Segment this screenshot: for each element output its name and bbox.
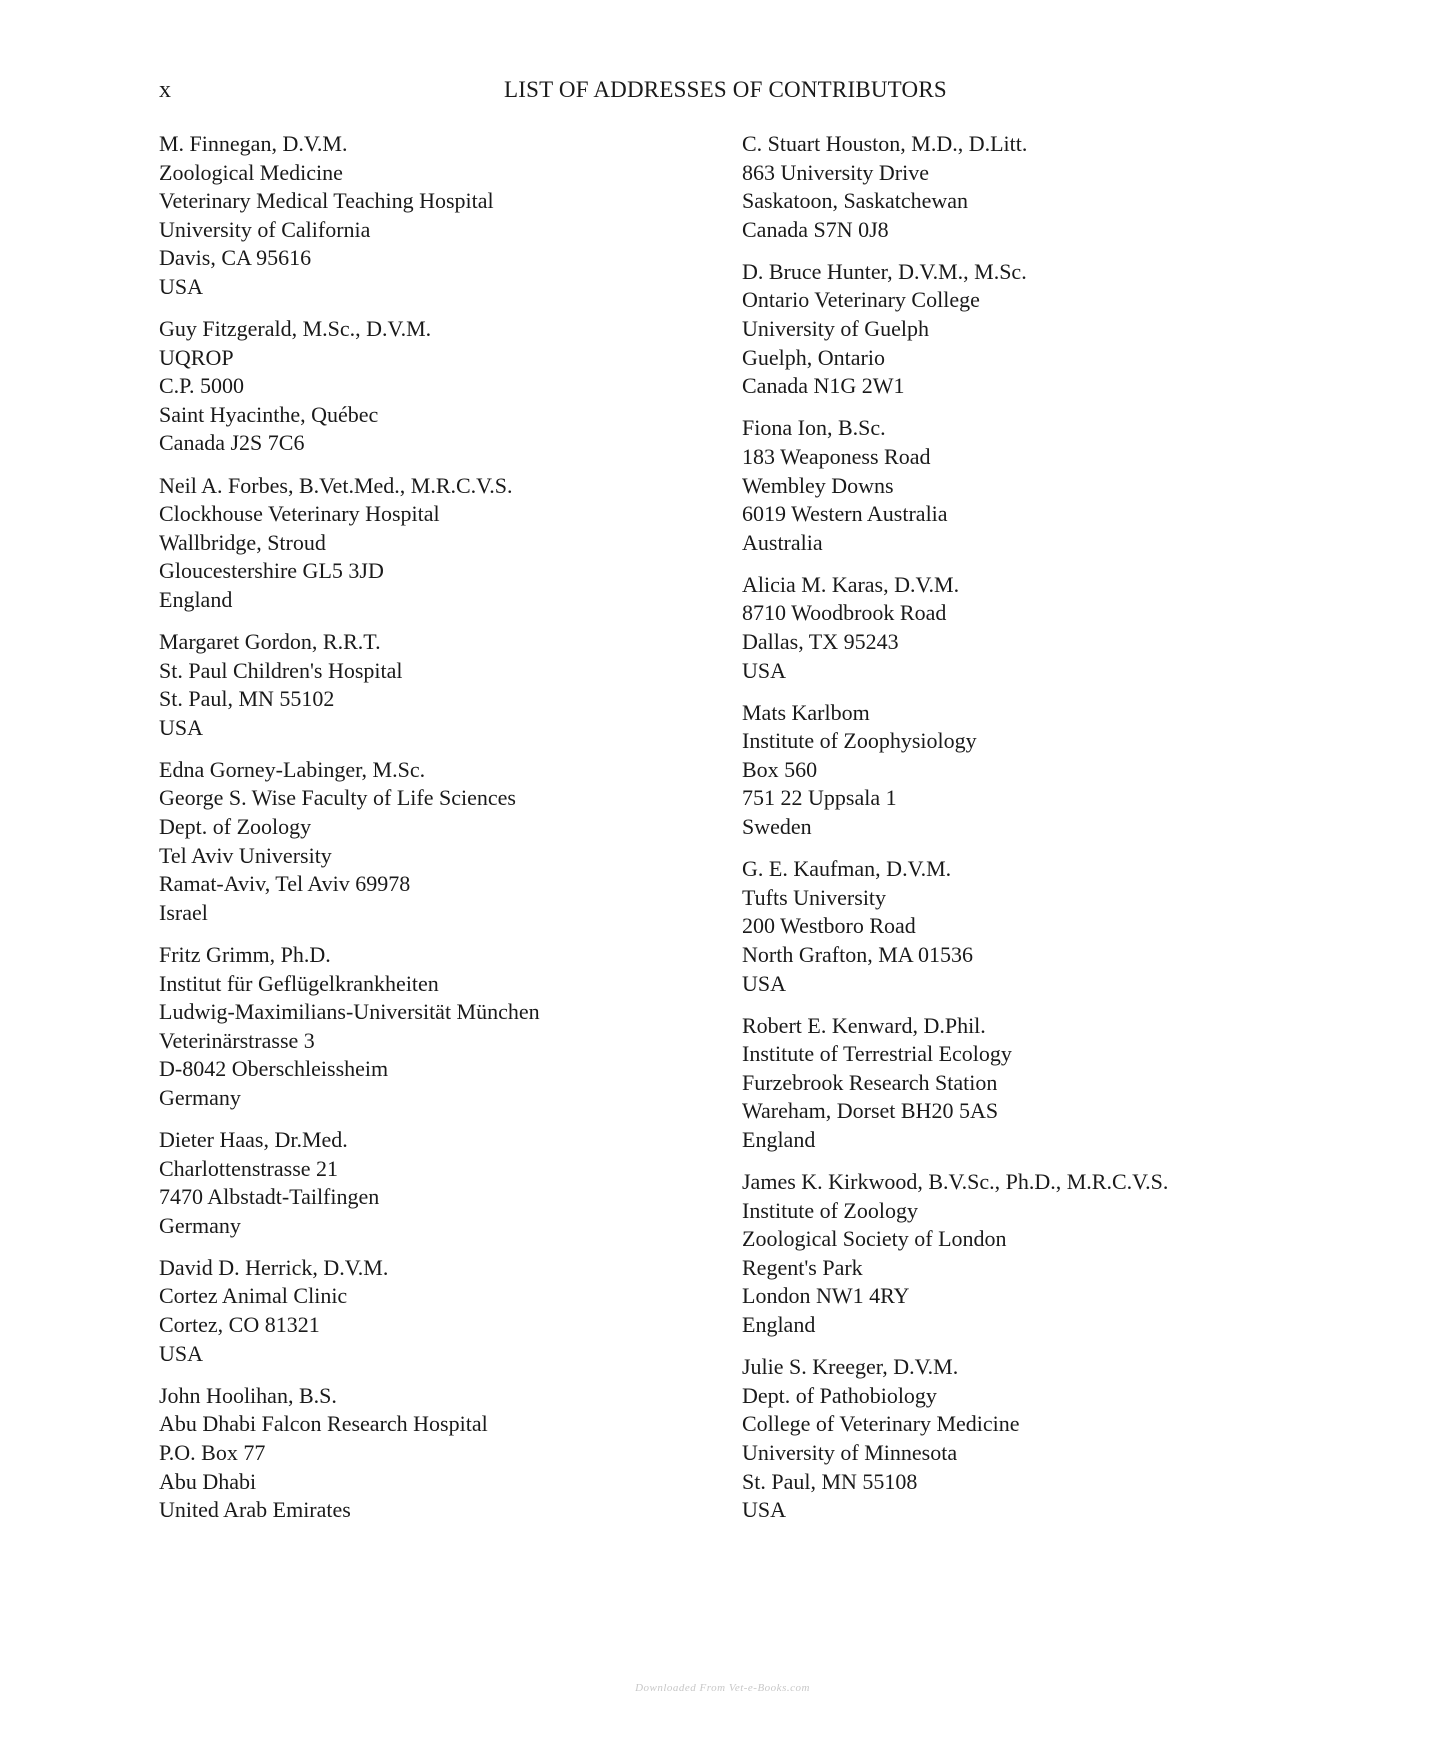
contributor-name: James K. Kirkwood, B.V.Sc., Ph.D., M.R.C.V.S. bbox=[742, 1169, 1169, 1195]
contributor-name: Julie S. Kreeger, D.V.M. bbox=[742, 1354, 959, 1380]
address-line: Abu Dhabi Falcon Research Hospital bbox=[159, 1411, 488, 1437]
address-line: 200 Westboro Road bbox=[742, 913, 916, 939]
address-line: Charlottenstrasse 21 bbox=[159, 1155, 339, 1181]
address-line: USA bbox=[742, 1497, 787, 1523]
address-line: Guelph, Ontario bbox=[742, 344, 885, 370]
address-line: USA bbox=[742, 970, 787, 996]
address-line: Saskatoon, Saskatchewan bbox=[742, 188, 969, 214]
address-line: P.O. Box 77 bbox=[159, 1439, 266, 1465]
contributor-name: M. Finnegan, D.V.M. bbox=[159, 131, 348, 156]
address-line: Clockhouse Veterinary Hospital bbox=[159, 501, 440, 527]
contributor-entry bbox=[159, 941, 779, 1113]
contributor-entry bbox=[159, 315, 779, 458]
address-line: 6019 Western Australia bbox=[742, 501, 948, 527]
contributor-entry bbox=[742, 699, 1362, 842]
address-line: Wareham, Dorset BH20 5AS bbox=[742, 1098, 999, 1124]
address-line: USA bbox=[159, 273, 204, 299]
address-line: Box 560 bbox=[742, 756, 818, 782]
contributor-name: Dieter Haas, Dr.Med. bbox=[159, 1127, 348, 1152]
address-line: Institut für Geflügelkrankheiten bbox=[159, 970, 439, 996]
address-line: Saint Hyacinthe, Québec bbox=[159, 401, 379, 427]
contributor-name: G. E. Kaufman, D.V.M. bbox=[742, 856, 952, 882]
page-title: LIST OF ADDRESSES OF CONTRIBUTORS bbox=[504, 77, 947, 102]
contributor-entry bbox=[742, 855, 1362, 998]
address-line: Cortez Animal Clinic bbox=[159, 1283, 348, 1309]
address-line: Australia bbox=[742, 529, 823, 555]
address-line: D-8042 Oberschleissheim bbox=[159, 1056, 389, 1082]
address-line: Regent's Park bbox=[742, 1254, 863, 1280]
address-line: London NW1 4RY bbox=[742, 1283, 910, 1309]
address-line: UQROP bbox=[159, 344, 234, 370]
watermark-text: Downloaded From Vet-e-Books.com bbox=[635, 1682, 810, 1694]
address-line: USA bbox=[742, 657, 787, 683]
address-line: Abu Dhabi bbox=[159, 1468, 257, 1494]
contributor-entry bbox=[159, 130, 779, 302]
address-line: Sweden bbox=[742, 814, 812, 840]
address-line: Dept. of Pathobiology bbox=[742, 1382, 937, 1408]
contributor-name: Fritz Grimm, Ph.D. bbox=[159, 941, 331, 967]
contributor-name: Neil A. Forbes, B.Vet.Med., M.R.C.V.S. bbox=[159, 472, 513, 498]
address-line: North Grafton, MA 01536 bbox=[742, 941, 973, 967]
contributor-entry bbox=[159, 472, 779, 615]
contributor-name: Guy Fitzgerald, M.Sc., D.V.M. bbox=[159, 316, 432, 342]
address-line: Gloucestershire GL5 3JD bbox=[159, 558, 384, 584]
address-line: Canada J2S 7C6 bbox=[159, 430, 305, 456]
address-line: Dept. of Zoology bbox=[159, 814, 312, 840]
address-line: St. Paul Children's Hospital bbox=[159, 657, 403, 683]
contributor-name: Edna Gorney-Labinger, M.Sc. bbox=[159, 756, 426, 782]
address-line: University of Minnesota bbox=[742, 1439, 958, 1465]
address-line: England bbox=[742, 1312, 816, 1338]
contributor-entry bbox=[159, 1254, 779, 1368]
contributor-entry bbox=[742, 414, 1362, 557]
address-line: Veterinary Medical Teaching Hospital bbox=[159, 188, 494, 214]
address-line: United Arab Emirates bbox=[159, 1497, 351, 1523]
contributor-name: Margaret Gordon, R.R.T. bbox=[159, 629, 381, 654]
address-line: Cortez, CO 81321 bbox=[159, 1312, 320, 1338]
address-line: 183 Weaponess Road bbox=[742, 443, 931, 469]
contributor-entry bbox=[159, 628, 779, 742]
address-line: Ontario Veterinary College bbox=[742, 287, 980, 313]
page-number: x bbox=[159, 77, 171, 103]
address-line: Germany bbox=[159, 1084, 241, 1110]
contributor-entry bbox=[742, 1168, 1362, 1340]
address-line: Institute of Terrestrial Ecology bbox=[742, 1041, 1012, 1067]
address-line: Germany bbox=[159, 1212, 241, 1238]
contributor-name: Fiona Ion, B.Sc. bbox=[742, 415, 886, 441]
address-line: England bbox=[742, 1127, 816, 1152]
address-line: St. Paul, MN 55102 bbox=[159, 686, 335, 712]
contributor-entry bbox=[742, 130, 1362, 244]
address-line: 7470 Albstadt-Tailfingen bbox=[159, 1184, 380, 1210]
contributor-name: David D. Herrick, D.V.M. bbox=[159, 1254, 389, 1280]
address-line: Israel bbox=[159, 899, 208, 925]
contributor-name: D. Bruce Hunter, D.V.M., M.Sc. bbox=[742, 258, 1027, 284]
contributor-entry bbox=[742, 571, 1362, 685]
contributor-entry bbox=[742, 258, 1362, 401]
address-line: Wallbridge, Stroud bbox=[159, 529, 326, 555]
address-line: Zoological Society of London bbox=[742, 1226, 1007, 1252]
address-line: Institute of Zoology bbox=[742, 1197, 918, 1223]
address-line: Ramat-Aviv, Tel Aviv 69978 bbox=[159, 871, 411, 897]
contributor-entry bbox=[159, 1382, 779, 1525]
contributor-name: John Hoolihan, B.S. bbox=[159, 1382, 337, 1408]
address-line: College of Veterinary Medicine bbox=[742, 1411, 1020, 1437]
address-line: USA bbox=[159, 1340, 204, 1366]
contributor-entry bbox=[742, 1012, 1362, 1155]
address-line: England bbox=[159, 586, 233, 612]
address-line: Furzebrook Research Station bbox=[742, 1069, 998, 1095]
address-line: 751 22 Uppsala 1 bbox=[742, 785, 897, 811]
address-line: Institute of Zoophysiology bbox=[742, 728, 977, 754]
contributor-name: Mats Karlbom bbox=[742, 699, 870, 725]
address-line: Tel Aviv University bbox=[159, 842, 332, 868]
address-line: Veterinärstrasse 3 bbox=[159, 1027, 315, 1053]
address-line: Davis, CA 95616 bbox=[159, 245, 312, 271]
address-line: Canada S7N 0J8 bbox=[742, 216, 889, 242]
contributor-name: Alicia M. Karas, D.V.M. bbox=[742, 571, 960, 597]
contributor-entry bbox=[159, 756, 779, 928]
address-line: Ludwig-Maximilians-Universität München bbox=[159, 999, 540, 1025]
address-line: 8710 Woodbrook Road bbox=[742, 600, 947, 626]
address-line: University of California bbox=[159, 216, 371, 242]
address-line: Zoological Medicine bbox=[159, 159, 343, 185]
address-line: C.P. 5000 bbox=[159, 373, 244, 399]
contributor-name: Robert E. Kenward, D.Phil. bbox=[742, 1012, 986, 1038]
address-line: George S. Wise Faculty of Life Sciences bbox=[159, 785, 516, 811]
address-line: Canada N1G 2W1 bbox=[742, 373, 905, 399]
right-column bbox=[742, 130, 1362, 1538]
contributor-name: C. Stuart Houston, M.D., D.Litt. bbox=[742, 131, 1028, 156]
contributor-entry bbox=[742, 1353, 1362, 1525]
contributor-entry bbox=[159, 1126, 779, 1240]
address-line: St. Paul, MN 55108 bbox=[742, 1468, 918, 1494]
address-line: USA bbox=[159, 714, 204, 740]
address-line: 863 University Drive bbox=[742, 159, 929, 185]
left-column bbox=[159, 130, 779, 1538]
address-line: Tufts University bbox=[742, 884, 887, 910]
address-line: Wembley Downs bbox=[742, 472, 894, 498]
address-line: Dallas, TX 95243 bbox=[742, 629, 899, 654]
address-line: University of Guelph bbox=[742, 316, 929, 342]
